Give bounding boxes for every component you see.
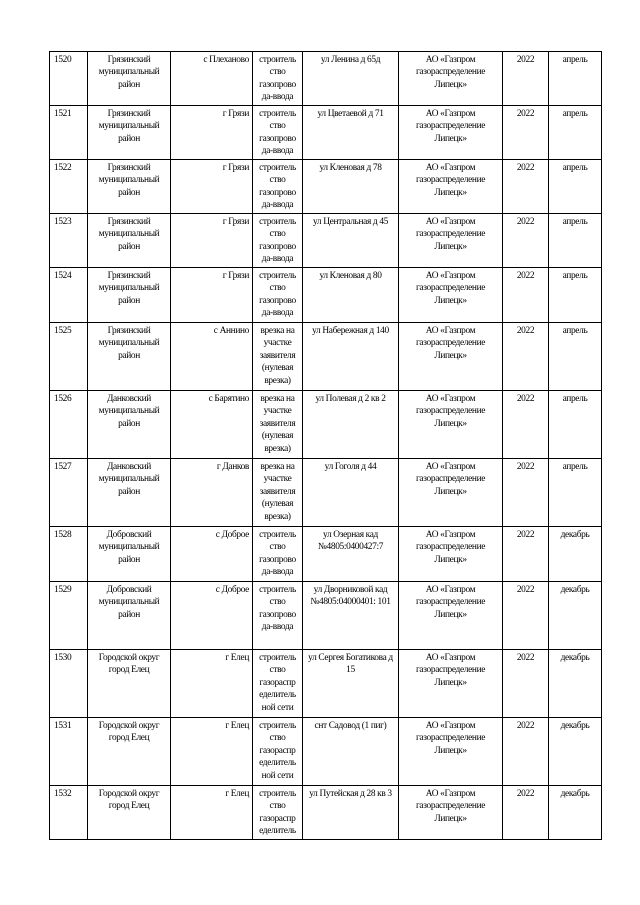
district-cell: Городской округ город Елец (88, 650, 171, 718)
row-number-cell: 1520 (50, 52, 88, 106)
gas-connection-table (49, 51, 602, 840)
table-row (50, 52, 602, 106)
table-body (50, 52, 602, 840)
district-cell: Городской округ город Елец (88, 718, 171, 786)
year-cell: 2022 (503, 323, 549, 391)
table-row (50, 323, 602, 391)
locality-cell: с Барятино (171, 391, 253, 459)
district-cell: Грязинский муниципальный район (88, 268, 171, 323)
month-cell: апрель (549, 52, 602, 106)
row-number-cell: 1526 (50, 391, 88, 459)
work-type-cell: строитель ство газопрово да-ввода (253, 160, 303, 214)
month-cell: декабрь (549, 582, 602, 650)
address-cell: ул Дворниковой кад №4805:04000401: 101 (303, 582, 399, 650)
year-cell: 2022 (503, 718, 549, 786)
locality-cell: г Грязи (171, 268, 253, 323)
work-type-cell: врезка на участке заявителя (нулевая врезка) (253, 459, 303, 527)
year-cell: 2022 (503, 268, 549, 323)
district-cell: Грязинский муниципальный район (88, 52, 171, 106)
table-row (50, 718, 602, 786)
table-row (50, 391, 602, 459)
row-number-cell: 1527 (50, 459, 88, 527)
organization-cell: АО «Газпром газораспределение Липецк» (399, 268, 503, 323)
year-cell: 2022 (503, 582, 549, 650)
locality-cell: г Елец (171, 650, 253, 718)
organization-cell: АО «Газпром газораспределение Липецк» (399, 527, 503, 582)
organization-cell: АО «Газпром газораспределение Липецк» (399, 650, 503, 718)
district-cell: Грязинский муниципальный район (88, 214, 171, 268)
locality-cell: г Елец (171, 718, 253, 786)
locality-cell: г Грязи (171, 160, 253, 214)
address-cell: ул Цветаевой д 71 (303, 106, 399, 160)
address-cell: ул Набережная д 140 (303, 323, 399, 391)
organization-cell: АО «Газпром газораспределение Липецк» (399, 391, 503, 459)
row-number-cell: 1531 (50, 718, 88, 786)
address-cell: ул Центральная д 45 (303, 214, 399, 268)
work-type-cell: врезка на участке заявителя (нулевая врезка) (253, 323, 303, 391)
table-row (50, 106, 602, 160)
month-cell: апрель (549, 459, 602, 527)
year-cell: 2022 (503, 52, 549, 106)
table-row (50, 650, 602, 718)
locality-cell: г Грязи (171, 214, 253, 268)
row-number-cell: 1524 (50, 268, 88, 323)
year-cell: 2022 (503, 650, 549, 718)
row-number-cell: 1532 (50, 786, 88, 840)
locality-cell: с Плеханово (171, 52, 253, 106)
district-cell: Добровский муниципальный район (88, 582, 171, 650)
district-cell: Данковский муниципальный район (88, 459, 171, 527)
month-cell: апрель (549, 268, 602, 323)
organization-cell: АО «Газпром газораспределение Липецк» (399, 323, 503, 391)
address-cell: ул Кленовая д 78 (303, 160, 399, 214)
work-type-cell: строитель ство газораспр еделитель ной сети (253, 718, 303, 786)
table-row (50, 268, 602, 323)
month-cell: декабрь (549, 527, 602, 582)
year-cell: 2022 (503, 106, 549, 160)
table-row (50, 459, 602, 527)
row-number-cell: 1523 (50, 214, 88, 268)
table-row (50, 786, 602, 840)
month-cell: апрель (549, 106, 602, 160)
locality-cell: с Доброе (171, 582, 253, 650)
organization-cell: АО «Газпром газораспределение Липецк» (399, 52, 503, 106)
month-cell: декабрь (549, 718, 602, 786)
locality-cell: с Аннино (171, 323, 253, 391)
row-number-cell: 1529 (50, 582, 88, 650)
row-number-cell: 1525 (50, 323, 88, 391)
year-cell: 2022 (503, 786, 549, 840)
address-cell: снт Садовод (1 пиг) (303, 718, 399, 786)
work-type-cell: строитель ство газораспр еделитель (253, 786, 303, 840)
work-type-cell: строитель ство газопрово да-ввода (253, 214, 303, 268)
work-type-cell: строитель ство газопрово да-ввода (253, 268, 303, 323)
organization-cell: АО «Газпром газораспределение Липецк» (399, 786, 503, 840)
address-cell: ул Гоголя д 44 (303, 459, 399, 527)
address-cell: ул Ленина д 65д (303, 52, 399, 106)
month-cell: апрель (549, 160, 602, 214)
year-cell: 2022 (503, 391, 549, 459)
address-cell: ул Полевая д 2 кв 2 (303, 391, 399, 459)
district-cell: Данковский муниципальный район (88, 391, 171, 459)
work-type-cell: строитель ство газораспр еделитель ной сети (253, 650, 303, 718)
locality-cell: г Елец (171, 786, 253, 840)
table-row (50, 160, 602, 214)
row-number-cell: 1522 (50, 160, 88, 214)
district-cell: Добровский муниципальный район (88, 527, 171, 582)
work-type-cell: строитель ство газопрово да-ввода (253, 52, 303, 106)
organization-cell: АО «Газпром газораспределение Липецк» (399, 160, 503, 214)
organization-cell: АО «Газпром газораспределение Липецк» (399, 718, 503, 786)
locality-cell: г Грязи (171, 106, 253, 160)
year-cell: 2022 (503, 214, 549, 268)
year-cell: 2022 (503, 459, 549, 527)
work-type-cell: строитель ство газопрово да-ввода (253, 527, 303, 582)
row-number-cell: 1528 (50, 527, 88, 582)
organization-cell: АО «Газпром газораспределение Липецк» (399, 582, 503, 650)
locality-cell: с Доброе (171, 527, 253, 582)
organization-cell: АО «Газпром газораспределение Липецк» (399, 214, 503, 268)
work-type-cell: врезка на участке заявителя (нулевая врезка) (253, 391, 303, 459)
address-cell: ул Кленовая д 80 (303, 268, 399, 323)
address-cell: ул Сергея Богатикова д 15 (303, 650, 399, 718)
month-cell: апрель (549, 214, 602, 268)
table-row (50, 582, 602, 650)
month-cell: декабрь (549, 650, 602, 718)
district-cell: Грязинский муниципальный район (88, 106, 171, 160)
row-number-cell: 1521 (50, 106, 88, 160)
locality-cell: г Данков (171, 459, 253, 527)
month-cell: декабрь (549, 786, 602, 840)
month-cell: апрель (549, 391, 602, 459)
district-cell: Грязинский муниципальный район (88, 160, 171, 214)
district-cell: Городской округ город Елец (88, 786, 171, 840)
address-cell: ул Озерная кад №4805:0400427:7 (303, 527, 399, 582)
table-row (50, 214, 602, 268)
work-type-cell: строитель ство газопрово да-ввода (253, 582, 303, 650)
year-cell: 2022 (503, 160, 549, 214)
month-cell: апрель (549, 323, 602, 391)
district-cell: Грязинский муниципальный район (88, 323, 171, 391)
organization-cell: АО «Газпром газораспределение Липецк» (399, 459, 503, 527)
row-number-cell: 1530 (50, 650, 88, 718)
address-cell: ул Путейская д 28 кв 3 (303, 786, 399, 840)
table-row (50, 527, 602, 582)
work-type-cell: строитель ство газопрово да-ввода (253, 106, 303, 160)
year-cell: 2022 (503, 527, 549, 582)
organization-cell: АО «Газпром газораспределение Липецк» (399, 106, 503, 160)
